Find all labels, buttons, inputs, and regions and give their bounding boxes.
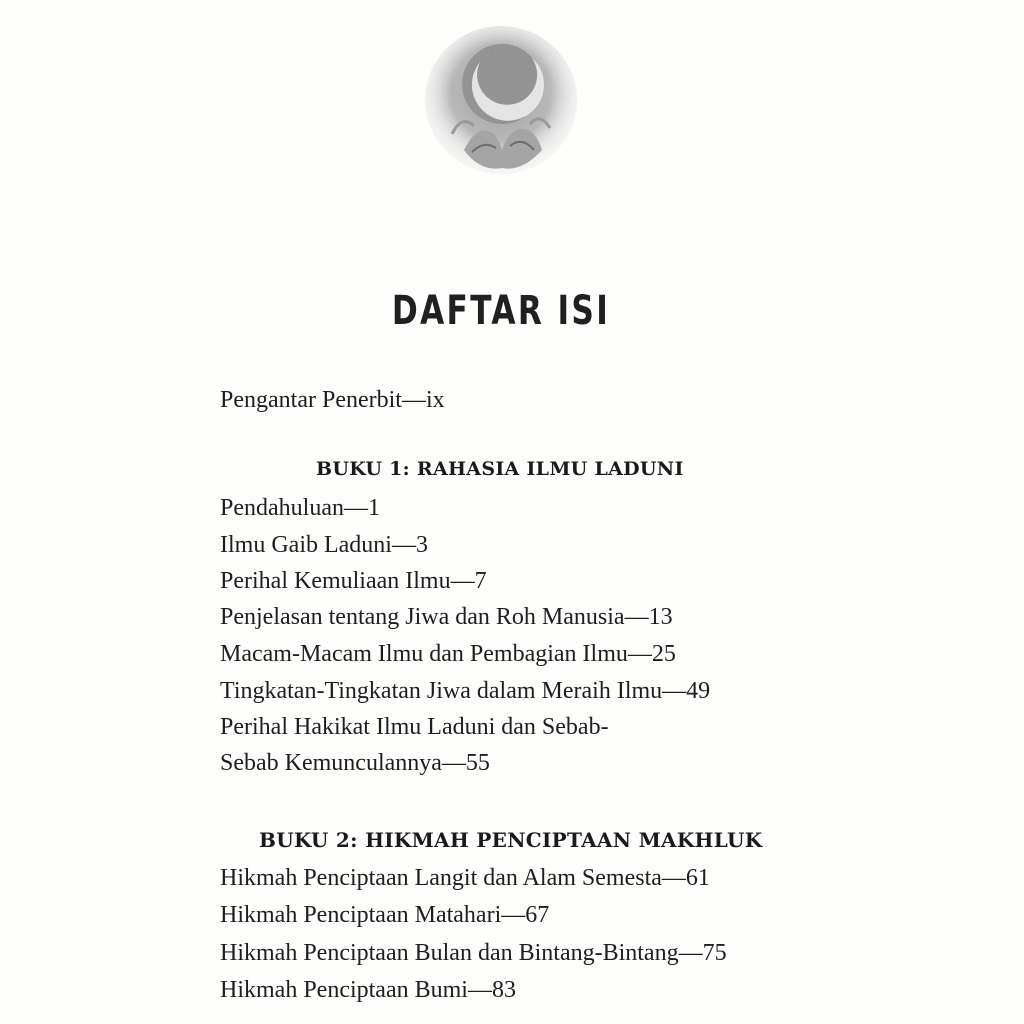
emblem [422,22,580,180]
section-heading-book-2: BUKU 2: HIKMAH PENCIPTAAN MAKHLUK [259,828,763,852]
toc-entry: Penjelasan tentang Jiwa dan Roh Manusia—13 [220,604,673,630]
section-heading-book-1: BUKU 1: RAHASIA ILMU LADUNI [316,458,684,480]
toc-entry: Pendahuluan—1 [220,495,380,521]
toc-entry: Hikmah Penciptaan Bulan dan Bintang-Bintang—75 [220,940,727,966]
page-title: DAFTAR ISI [391,288,611,334]
toc-entry: Hikmah Penciptaan Langit dan Alam Semesta—61 [220,865,710,891]
toc-entry: Hikmah Penciptaan Matahari—67 [220,902,550,928]
toc-entry-intro: Pengantar Penerbit—ix [220,387,445,413]
toc-entry: Ilmu Gaib Laduni—3 [220,532,428,558]
toc-entry: Perihal Kemuliaan Ilmu—7 [220,568,487,594]
toc-entry: Sebab Kemunculannya—55 [220,750,490,776]
toc-entry: Macam-Macam Ilmu dan Pembagian Ilmu—25 [220,641,676,667]
toc-entry: Perihal Hakikat Ilmu Laduni dan Sebab- [220,714,609,740]
toc-entry: Hikmah Penciptaan Bumi—83 [220,977,516,1003]
toc-entry: Tingkatan-Tingkatan Jiwa dalam Meraih Ilmu—49 [220,678,711,704]
crescent-moon-hands-icon [422,22,580,180]
